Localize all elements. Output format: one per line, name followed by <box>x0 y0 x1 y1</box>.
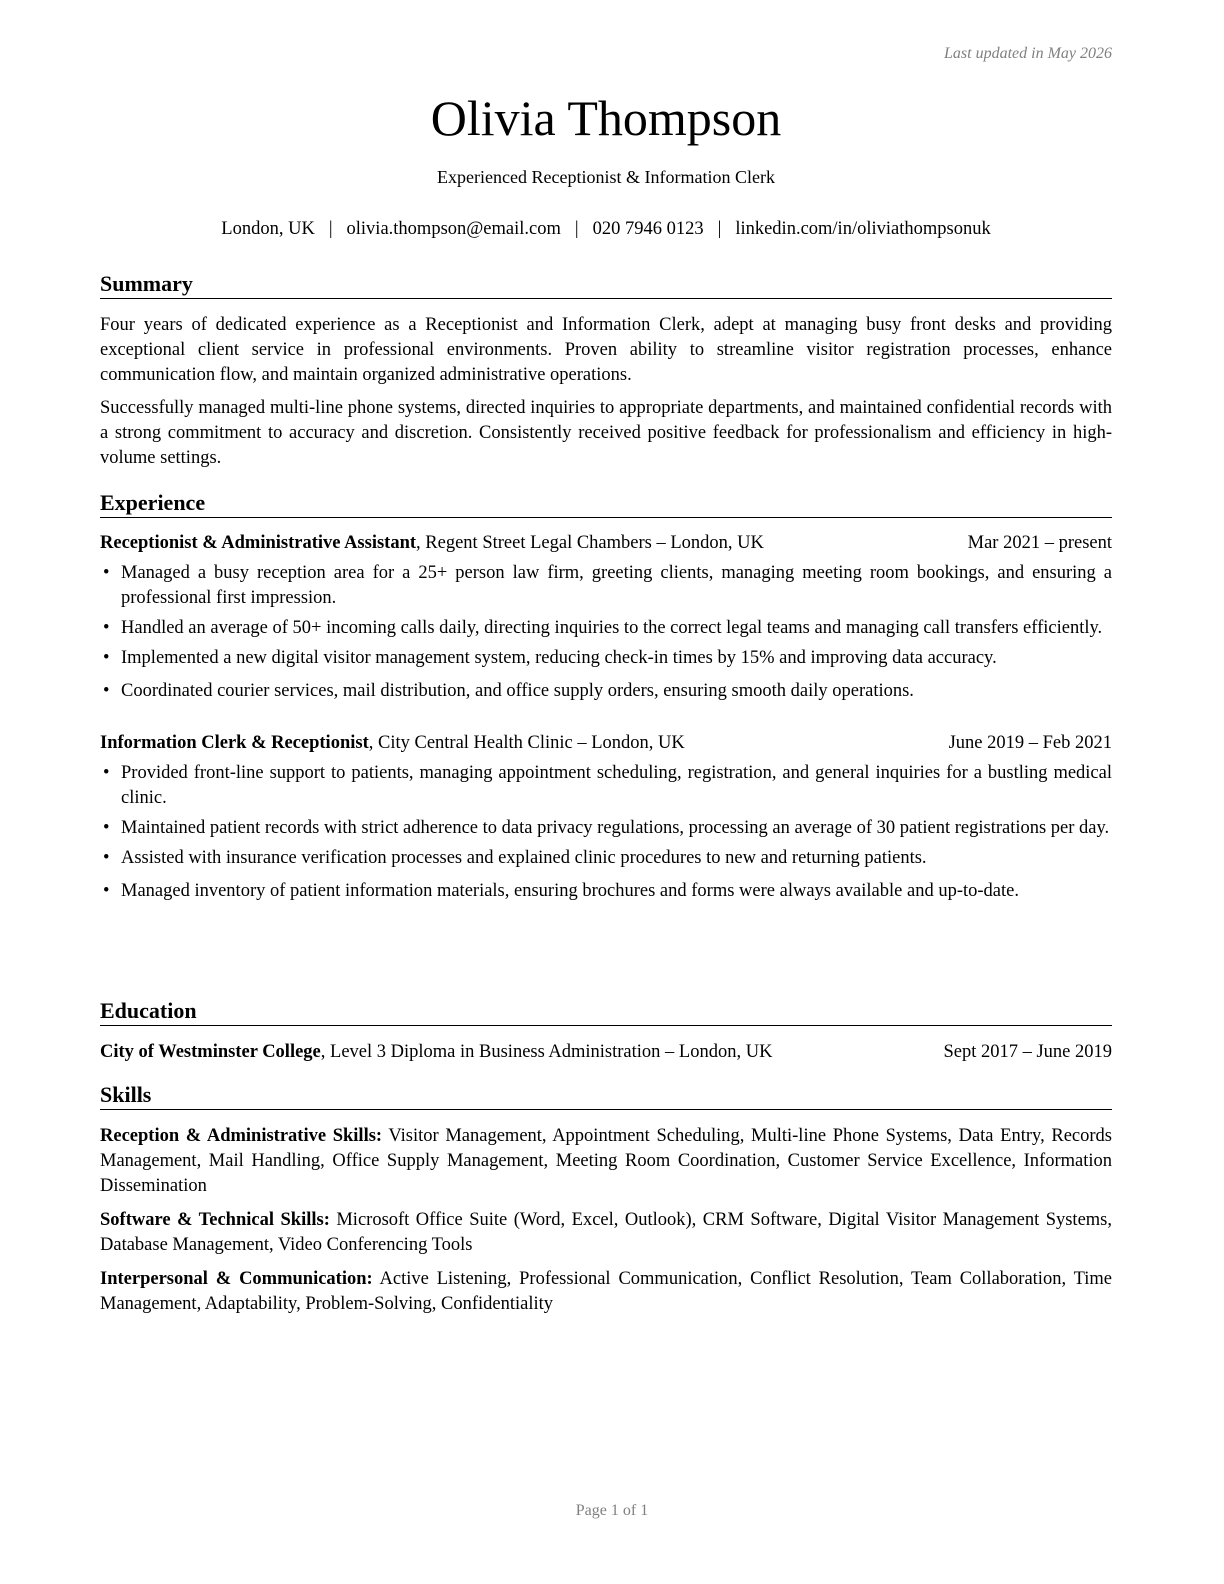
job-company: , Regent Street Legal Chambers – London, UK <box>416 533 764 553</box>
job-bullet: • Provided front-line support to patients, managing appointment scheduling, registration, and general inquiries for a bustling medical clinic. <box>103 763 1112 808</box>
bullet-icon: • <box>103 818 110 838</box>
candidate-headline: Experienced Receptionist & Information Clerk <box>437 167 775 187</box>
job-entry <box>100 531 1112 704</box>
last-updated-note: Last updated in May 2026 <box>944 45 1112 62</box>
job-bullet: • Maintained patient records with strict adherence to data privacy regulations, processing an average of 30 patient registrations per day. <box>100 816 1112 841</box>
contact-phone-link[interactable]: 020 7946 0123 <box>592 219 704 239</box>
bullet-icon: • <box>103 881 110 901</box>
job-bullet: • Managed a busy reception area for a 25+ person law firm, greeting clients, managing meeting room bookings, and ensuring a professional first impression. <box>103 563 1112 608</box>
education-entry <box>100 1040 1112 1065</box>
section-title-experience: Experience <box>100 489 1112 518</box>
page-number: Page 1 of 1 <box>575 1502 649 1519</box>
summary-paragraph: Four years of dedicated experience as a Receptionist and Information Clerk, adept at managing busy front desks and providing exceptional client service in professional environments. Proven ability to streamline visitor registration processes, enhance communication flow, and maintain organized administrative operations. <box>100 315 1112 385</box>
skill-group-label: Reception & Administrative Skills: <box>100 1126 383 1146</box>
contact-email-link[interactable]: olivia.thompson@email.com <box>346 219 561 239</box>
summary-section <box>100 270 1112 471</box>
skill-group-label: Software & Technical Skills: <box>100 1210 330 1230</box>
job-bullet: • Managed inventory of patient information materials, ensuring brochures and forms were always available and up-to-date. <box>100 879 1112 904</box>
job-role: Receptionist & Administrative Assistant <box>100 533 417 553</box>
section-title-skills: Skills <box>100 1081 1112 1110</box>
skill-group-items: Microsoft Office Suite (Word, Excel, Outlook), CRM Software, Digital Visitor Management Systems, Database Management, Video Conferencing Tools <box>100 1210 1113 1255</box>
section-title-education: Education <box>100 997 1112 1026</box>
job-dates: June 2019 – Feb 2021 <box>948 733 1112 753</box>
candidate-name: Olivia Thompson <box>430 90 782 146</box>
bullet-icon: • <box>103 681 110 701</box>
education-school: City of Westminster College <box>100 1042 321 1062</box>
experience-section <box>100 489 1112 904</box>
job-bullet: • Implemented a new digital visitor management system, reducing check-in times by 15% and improving data accuracy. <box>100 646 1112 671</box>
job-bullets <box>100 761 1112 904</box>
education-dates: Sept 2017 – June 2019 <box>943 1042 1112 1062</box>
contact-separator: | <box>574 219 579 239</box>
education-section <box>100 997 1112 1065</box>
bullet-icon: • <box>103 648 110 668</box>
bullet-icon: • <box>103 763 110 783</box>
skill-group <box>100 1208 1112 1258</box>
job-bullet: • Assisted with insurance verification processes and explained clinic procedures to new and returning patients. <box>100 846 1112 871</box>
bullet-icon: • <box>103 848 110 868</box>
skill-group-items: Active Listening, Professional Communication, Conflict Resolution, Team Collaboration, Time Management, Adaptability, Problem-Solving, Confidentiality <box>100 1269 1112 1314</box>
skill-group-label: Interpersonal & Communication: <box>100 1269 373 1289</box>
contact-location: London, UK <box>221 219 315 239</box>
skill-group-items: Visitor Management, Appointment Scheduling, Multi-line Phone Systems, Data Entry, Records Management, Mail Handling, Office Supply Management, Meeting Room Coordination, Customer Service Excellence, Information Dissemination <box>100 1126 1112 1196</box>
job-entry <box>100 731 1112 904</box>
skill-group <box>100 1267 1112 1317</box>
bullet-icon: • <box>103 563 110 583</box>
job-header <box>100 531 1112 556</box>
skill-group <box>100 1124 1112 1199</box>
contact-separator: | <box>328 219 333 239</box>
contact-line <box>100 219 1112 240</box>
job-header <box>100 731 1112 756</box>
contact-separator: | <box>717 219 722 239</box>
bullet-icon: • <box>103 618 110 638</box>
job-bullet: • Coordinated courier services, mail distribution, and office supply orders, ensuring smooth daily operations. <box>100 679 1112 704</box>
summary-paragraph: Successfully managed multi-line phone systems, directed inquiries to appropriate departments, and maintained confidential records with a strong commitment to accuracy and discretion. Consistently received positive feedback for professionalism and efficiency in high-volume settings. <box>100 398 1112 468</box>
resume-page <box>100 0 1112 1584</box>
section-title-summary: Summary <box>100 270 1112 299</box>
education-detail: , Level 3 Diploma in Business Administration – London, UK <box>320 1042 773 1062</box>
job-bullets <box>100 561 1112 704</box>
skills-section <box>100 1081 1112 1317</box>
job-role: Information Clerk & Receptionist <box>100 733 369 753</box>
job-company: , City Central Health Clinic – London, UK <box>368 733 685 753</box>
job-dates: Mar 2021 – present <box>967 533 1112 553</box>
contact-linkedin-link[interactable]: linkedin.com/in/oliviathompsonuk <box>735 219 991 239</box>
job-bullet: • Handled an average of 50+ incoming calls daily, directing inquiries to the correct legal teams and managing call transfers efficiently. <box>100 616 1112 641</box>
